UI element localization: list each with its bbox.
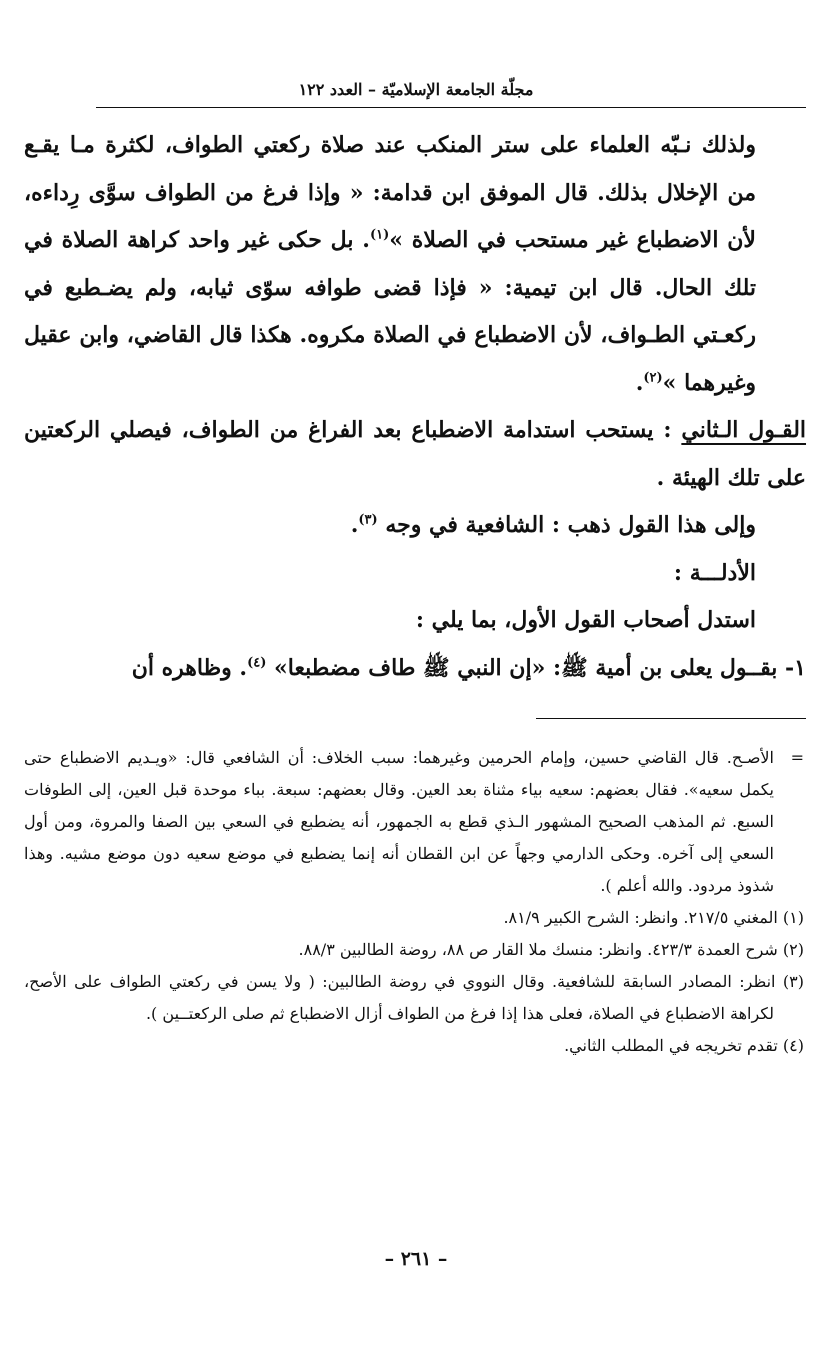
- footnote-ref-1[interactable]: (١): [369, 227, 390, 243]
- paragraph-6-end: . وظاهره أن: [131, 654, 248, 681]
- footnote-ref-2[interactable]: (٢): [643, 370, 663, 386]
- continuation-marker: =: [790, 748, 804, 767]
- page-number: – ٢٦١ –: [384, 1248, 448, 1270]
- footnotes: [24, 742, 804, 1062]
- footnote-continuation: [24, 742, 804, 902]
- footnote-4: (٤) تقدم تخريجه في المطلب الثاني.: [564, 1036, 804, 1055]
- paragraph-6: [24, 645, 806, 693]
- paragraph-1-text: ولذلك نـبّه العلماء على ستر المنكب عند صلاة ركعتي الطواف، لكثرة مـا يقـع من الإخلال بذلك. قال الموفق ابن قدامة: « وإذا فرغ من الطواف سوَّى رِداءه، لأن الاضطباع غير مستحب في الصلاة »: [24, 132, 756, 253]
- footnote-2: (٢) شرح العمدة ٤٢٣/٣. وانظر: منسك ملا القار ص ٨٨، روضة الطالبين ٨٨/٣.: [298, 940, 804, 959]
- paragraph-6-text: ١- بقــول يعلى بن أمية ﷺ: «إن النبي ﷺ طاف مضطبعا»: [274, 654, 806, 681]
- paragraph-3-text: وإلى هذا القول ذهب : الشافعية في وجه: [385, 512, 756, 538]
- paragraph-3-end: .: [350, 512, 359, 538]
- main-text: [24, 122, 806, 692]
- paragraph-1: [24, 122, 806, 407]
- paragraph-5: استدل أصحاب القول الأول، بما يلي :: [415, 607, 756, 633]
- second-opinion-heading: القـول الـثاني: [681, 417, 807, 443]
- running-header: مجلّة الجامعة الإسلاميّة – العدد ١٢٢: [298, 80, 534, 99]
- footnote-separator: [536, 718, 806, 719]
- footnote-ref-4[interactable]: (٤): [247, 655, 267, 671]
- paragraph-1-end: .: [635, 369, 644, 396]
- footnote-continuation-text: الأصـح. قال القاضي حسين، وإمام الحرمين وغيرهما: سبب الخلاف: أن الشافعي قال: «ويـديم الاضطباع حتى يكمل سعيه». فقال بعضهم: سعيه بياء مثناة بعد العين. وقال بعضهم: سبعة. بباء موحدة قبل العين، إلى الطوفات السبع. ثم المذهب الصحيح المشهور الـذي قطع به الجمهور، أنه يضطبع في السعي بين الصفا والمروة، ومن أول السعي إلى آخره. وحكى الدارمي وجهاً عن ابن القطان أنه إنما يضطبع في موضع سعيه دون موضع مشيه. وهذا شذوذ مردود. والله أعلم ).: [24, 748, 774, 895]
- footnote-ref-3[interactable]: (٣): [358, 512, 378, 528]
- footnote-3: (٣) انظر: المصادر السابقة للشافعية. وقال النووي في روضة الطالبين: ( ولا يسن في ركعتي الطواف على الأصح، لكراهة الاضطباع في الصلاة، فعلى هذا إذا فرغ من الطواف أزال الاضطباع ثم صلى الركعتــين ).: [24, 972, 804, 1023]
- paragraph-1-continuation: . بل حكى غير واحد كراهة الصلاة في تلك الحال. قال ابن تيمية: « فإذا قضى طوافه سوّى ثيابه، ولم يضـطبع في ركعـتي الطـواف، لأن الاضطباع في الصلاة مكروه. هكذا قال القاضي، وابن عقيل وغيرهما »: [24, 227, 756, 396]
- header-rule: [96, 107, 806, 108]
- paragraph-2: [24, 407, 806, 502]
- footnote-1: (١) المغني ٢١٧/٥. وانظر: الشرح الكبير ٨١/٩.: [503, 908, 804, 927]
- evidence-heading: الأدلـــة :: [673, 559, 756, 586]
- paragraph-3: [24, 502, 806, 550]
- paragraph-2-text: : يستحب استدامة الاضطباع بعد الفراغ من الطواف، فيصلي الركعتين على تلك الهيئة .: [24, 417, 806, 491]
